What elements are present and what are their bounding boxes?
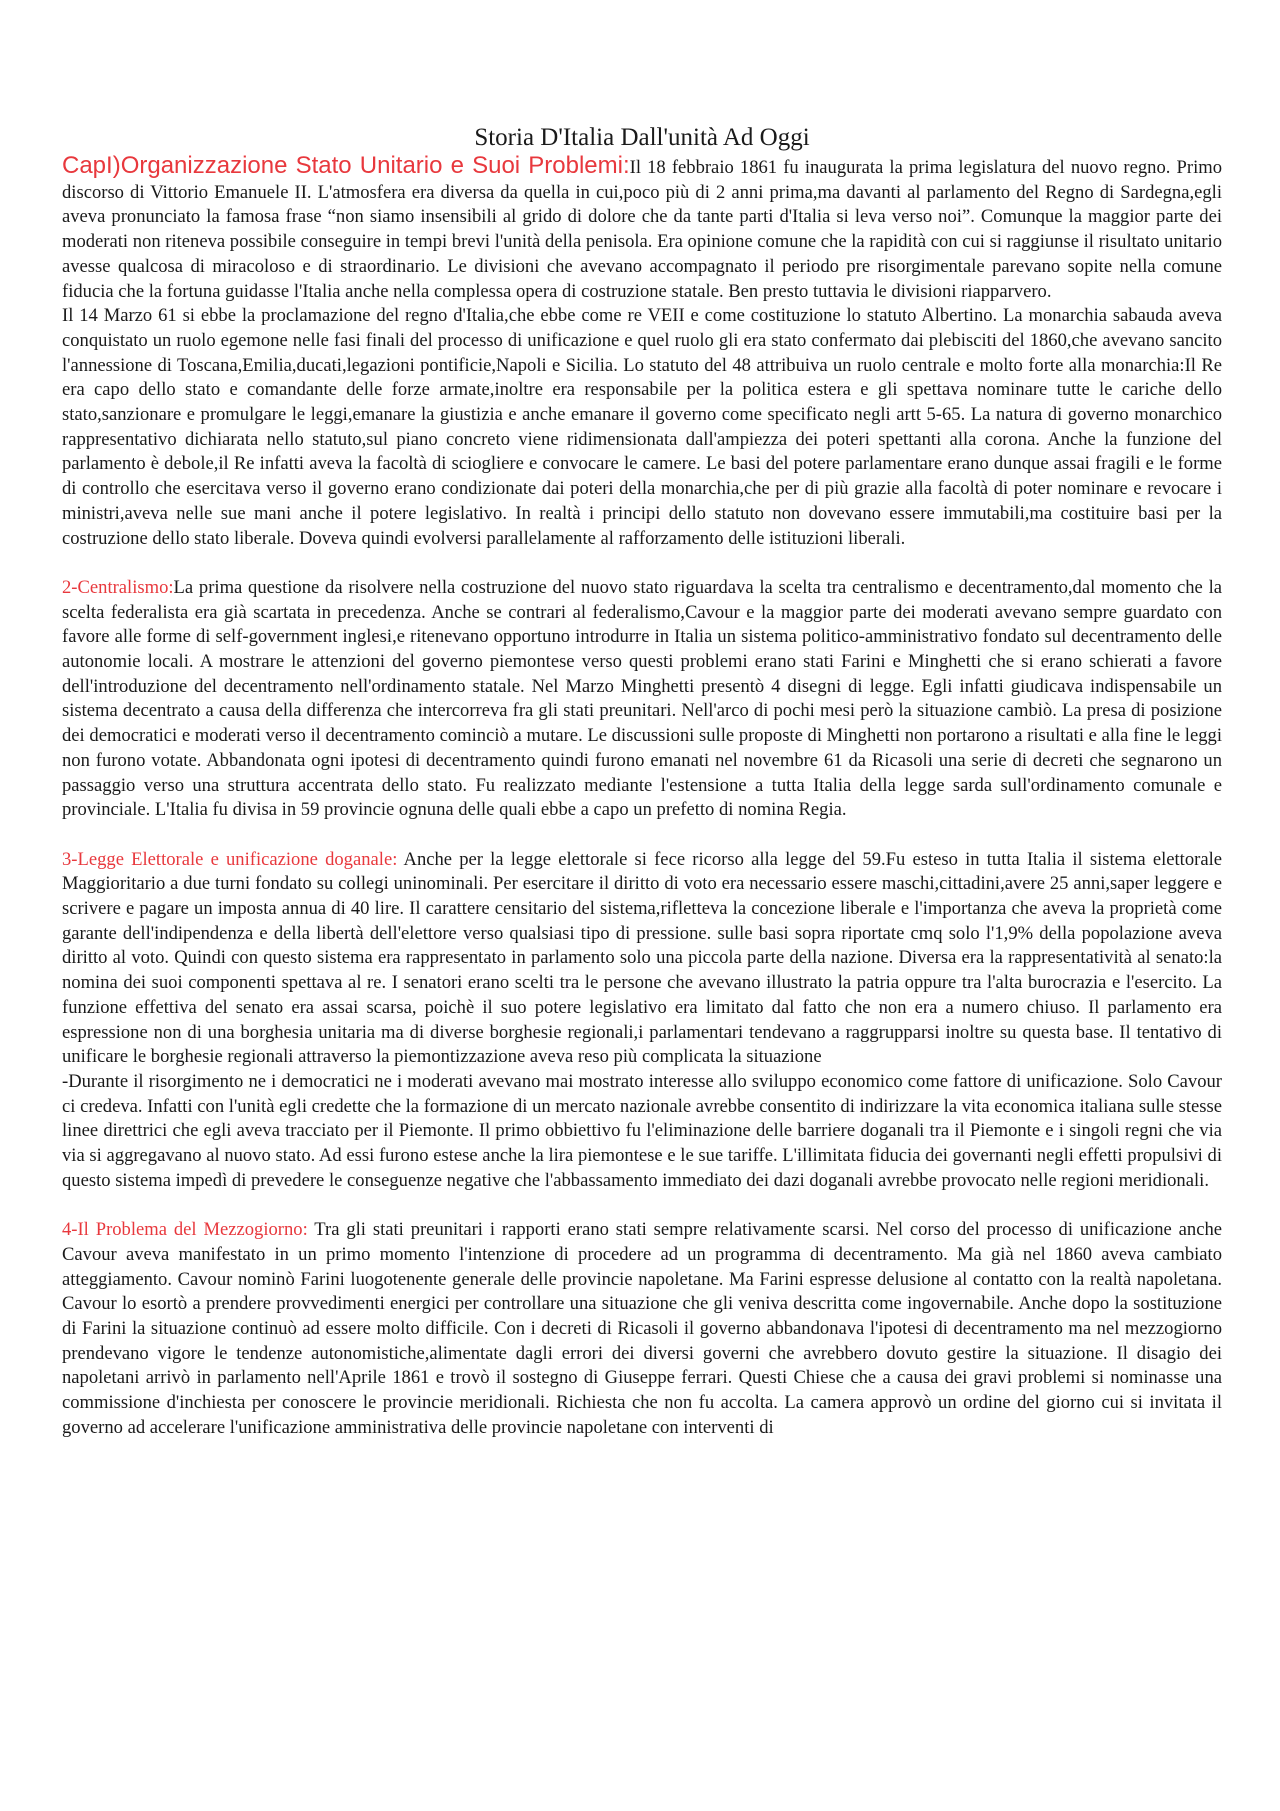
section-4-paragraph-1 (62, 1218, 1222, 1440)
section-4-text-1: Tra gli stati preunitari i rapporti erano stati sempre relativamente scarsi. Nel corso del processo di unificazione anche Cavour aveva manifestato in un primo momento l'intenzione di procedere ad un programma di decentramento. Ma già nel 1860 aveva cambiato atteggiamento. Cavour nominò Farini luogotenente generale delle provincie napoletane. Ma Farini espresse delusione al contatto con la realtà napoletana. Cavour lo esortò a prendere provvedimenti energici per controllare una situazione che gli veniva descritta come ingovernabile. Anche dopo la sostituzione di Farini la situazione continuò ad essere molto difficile. Con i decreti di Ricasoli il governo abbandonava l'ipotesi di decentramento ma nel mezzogiorno prendevano vigore le tendenze autonomistiche,alimentate dagli errori dei diversi governi che avrebbero dovuto gestire la situazione. Il disagio dei napoletani arrivò in parlamento nell'Aprile 1861 e trovò il sostegno di Giuseppe ferrari. Questi Chiese che a causa dei gravi problemi si nominasse una commissione d'inchiesta per conoscere le provincie meridionali. Richiesta che non fu accolta. La camera approvò un ordine del giorno cui si invitata il governo ad accelerare l'unificazione amministrativa delle provincie napoletane con interventi di (62, 1219, 1222, 1438)
section-1-paragraph-2: Il 14 Marzo 61 si ebbe la proclamazione del regno d'Italia,che ebbe come re VEII e come costituzione lo statuto Albertino. La monarchia sabauda aveva conquistato un ruolo egemone nelle fasi finali del processo di unificazione e quel ruolo gli era stato confermato dai plebisciti del 1860,che avevano sancito l'annessione di Toscana,Emilia,ducati,legazioni pontificie,Napoli e Sicilia. Lo statuto del 48 attribuiva un ruolo centrale e molto forte alla monarchia:Il Re era capo dello stato e comandante delle forze armate,inoltre era responsabile per la politica estera e gli spettava nominare tutte le cariche dello stato,sanzionare e promulgare le leggi,emanare la giustizia e anche emanare il governo come specificato negli artt 5-65. La natura di governo monarchico rappresentativo dichiarata nello statuto,sul piano concreto viene ridimensionata dall'ampiezza dei poteri spettanti alla corona. Anche la funzione del parlamento è debole,il Re infatti aveva la facoltà di sciogliere e convocare le camere. Le basi del potere parlamentare erano dunque assai fragili e le forme di controllo che esercitava verso il governo erano condizionate dai poteri della monarchia,che per di più grazie alla facoltà di poter nominare e revocare i ministri,aveva nelle sue mani anche il potere legislativo. In realtà i principi dello statuto non dovevano essere immutabili,ma costituire basi per la costruzione dello stato liberale. Doveva quindi evolversi parallelamente al rafforzamento delle istituzioni liberali. (62, 305, 1222, 549)
section-1-heading: CapI)Organizzazione Stato Unitario e Suoi Problemi: (62, 152, 630, 179)
document-page (62, 122, 1222, 1441)
paragraph-gap (62, 823, 1222, 848)
section-2-paragraph-1 (62, 576, 1222, 823)
section-3-heading: 3-Legge Elettorale e unificazione doganale: (62, 848, 398, 870)
section-3-paragraph-1 (62, 848, 1222, 1070)
paragraph-gap (62, 551, 1222, 576)
document-title: Storia D'Italia Dall'unità Ad Oggi (474, 124, 810, 151)
paragraph-gap (62, 1194, 1222, 1219)
section-3-paragraph-2: -Durante il risorgimento ne i democratici ne i moderati avevano mai mostrato interesse allo sviluppo economico come fattore di unificazione. Solo Cavour ci credeva. Infatti con l'unità egli credette che la formazione di un mercato nazionale avrebbe consentito di indirizzare la vita economica italiana sulle stesse linee direttrici che egli aveva tracciato per il Piemonte. Il primo obbiettivo fu l'eliminazione delle barriere doganali tra il Piemonte e i singoli regni che via via si aggregavano al nuovo stato. Ad essi furono estese anche la lira piemontese e le sue tariffe. L'illimitata fiducia dei governanti negli effetti propulsivi di questo sistema impedì di prevedere le conseguenze negative che l'abbassamento immediato dei dazi doganali avrebbe provocato nelle regioni meridionali. (62, 1070, 1222, 1191)
section-1-paragraph-1 (62, 154, 1222, 304)
section-2-heading: 2-Centralismo: (62, 576, 174, 598)
section-2-text-1: La prima questione da risolvere nella costruzione del nuovo stato riguardava la scelta tra centralismo e decentramento,dal momento che la scelta federalista era già scartata in precedenza. Anche se contrari al federalismo,Cavour e la maggior parte dei moderati avevano sempre guardato con favore alle forme di self-government inglesi,e ritenevano opportuno introdurre in Italia un sistema politico-amministrativo fondato sul decentramento delle autonomie locali. A mostrare le attenzioni del governo piemontese verso questi problemi erano stati Farini e Minghetti che si erano schierati a favore dell'introduzione del decentramento nell'ordinamento statale. Nel Marzo Minghetti presentò 4 disegni di legge. Egli infatti giudicava indispensabile un sistema decentrato a causa della differenza che intercorreva fra gli stati preunitari. Nell'arco di pochi mesi però la situazione cambiò. La presa di posizione dei democratici e moderati verso il decentramento cominciò a mutare. Le discussioni sulle proposte di Minghetti non portarono a risultati e alla fine le leggi non furono votate. Abbandonata ogni ipotesi di decentramento quindi furono emanati nel novembre 61 da Ricasoli una serie di decreti che segnarono un passaggio verso una struttura accentrata dello stato. Fu realizzato mediante l'estensione a tutta Italia della legge sarda sull'ordinamento comunale e provinciale. L'Italia fu divisa in 59 provincie ognuna delle quali ebbe a capo un prefetto di nomina Regia. (62, 576, 1222, 821)
section-4-heading: 4-Il Problema del Mezzogiorno: (62, 1219, 308, 1241)
section-3-text-1: Anche per la legge elettorale si fece ricorso alla legge del 59.Fu esteso in tutta Italia il sistema elettorale Maggioritario a due turni fondato su collegi uninominali. Per esercitare il diritto di voto era necessario essere maschi,cittadini,avere 25 anni,saper leggere e scrivere e pagare un imposta annua di 40 lire. Il carattere censitario del sistema,rifletteva la concezione liberale e l'importanza che aveva la proprietà come garante dell'indipendenza e della libertà dell'elettore verso qualsiasi tipo di pressione. sulle basi sopra riportate cmq solo l'1,9% della popolazione aveva diritto al voto. Quindi con questo sistema era rappresentato in parlamento solo una piccola parte della nazione. Diversa era la rappresentatività al senato:la nomina dei suoi componenti spettava al re. I senatori erano scelti tra le persone che avevano illustrato la patria oppure tra l'alta burocrazia e l'esercito. La funzione effettiva del senato era assai scarsa, poichè il suo potere legislativo era limitato dal fatto che non era a numero chiuso. Il parlamento era espressione non di una borghesia unitaria ma di diverse borghesie regionali,i parlamentari tendevano a raggrupparsi inoltre su questa base. Il tentativo di unificare le borghesie regionali attraverso la piemontizzazione aveva reso più complicata la situazione (62, 848, 1222, 1068)
section-1-text-1: Il 18 febbraio 1861 fu inaugurata la prima legislatura del nuovo regno. Primo discorso di Vittorio Emanuele II. L'atmosfera era diversa da quella in cui,poco più di 2 anni prima,ma davanti al parlamento del Regno di Sardegna,egli aveva pronunciato la famosa frase “non siamo insensibili al grido di dolore che da tante parti d'Italia si leva verso noi”. Comunque la maggior parte dei moderati non riteneva possibile conseguire in tempi brevi l'unità della penisola. Era opinione comune che la rapidità con cui si raggiunse il risultato unitario avesse qualcosa di miracoloso e di straordinario. Le divisioni che avevano accompagnato il periodo pre risorgimentale parevano sopite nella comune fiducia che la fortuna guidasse l'Italia anche nella complessa opera di costruzione statale. Ben presto tuttavia le divisioni riapparvero. (62, 157, 1222, 302)
